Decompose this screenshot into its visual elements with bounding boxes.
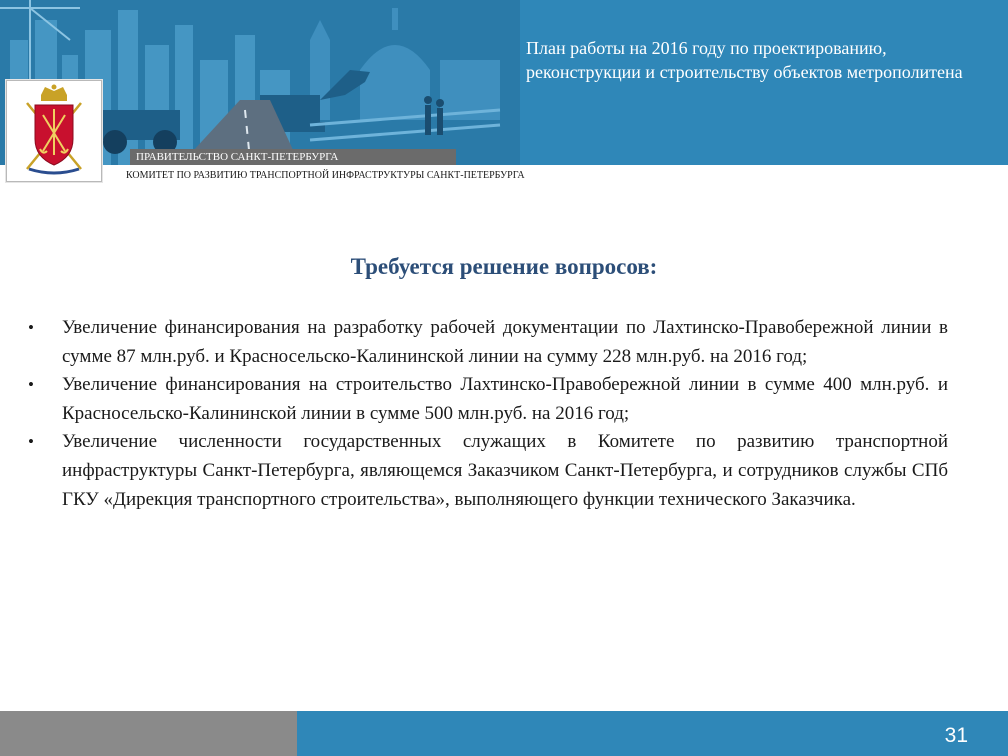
section-heading: Требуется решение вопросов: xyxy=(350,254,658,279)
page-title: План работы на 2016 году по проектированию, реконструкции и строительству объектов метрополитена xyxy=(526,38,963,82)
footer-blue-block xyxy=(297,711,1008,756)
committee-name: КОМИТЕТ ПО РАЗВИТИЮ ТРАНСПОРТНОЙ ИНФРАСТРУКТУРЫ САНКТ-ПЕТЕРБУРГА xyxy=(126,170,525,181)
coat-of-arms xyxy=(6,80,102,182)
header-banner xyxy=(0,0,1008,165)
bullet-icon: • xyxy=(28,432,34,452)
bullet-icon: • xyxy=(28,375,34,395)
list-item-text: Увеличение финансирования на строительство Лахтинско-Правобережной линии в сумме 400 млн.руб. и Красносельско-Калининской линии в сумме 500 млн.руб. на 2016 год; xyxy=(62,374,948,424)
bullet-icon: • xyxy=(28,318,34,337)
page-number: 31 xyxy=(944,724,968,747)
list-item-text: Увеличение финансирования на разработку рабочей документации по Лахтинско-Правобережной линии в сумме 87 млн.руб. и Красносельско-Калининской линии на сумму 228 млн.руб. на 2016 год; xyxy=(62,317,948,367)
issues-list xyxy=(28,314,948,514)
list-item xyxy=(28,314,948,371)
list-item xyxy=(28,428,948,514)
footer-gray-block xyxy=(0,711,297,756)
saint-petersburg-coat-of-arms-icon xyxy=(7,81,101,181)
list-item-text: Увеличение численности государственных служащих в Комитете по развитию транспортной инфраструктуры Санкт-Петербурга, являющемся Заказчиком Санкт-Петербурга, и сотрудников службы СПб ГКУ «Дирекция транспортного строительства», выполняющего функции технического Заказчика. xyxy=(62,431,948,510)
list-item xyxy=(28,371,948,428)
organization-name: ПРАВИТЕЛЬСТВО САНКТ-ПЕТЕРБУРГА xyxy=(136,151,339,163)
